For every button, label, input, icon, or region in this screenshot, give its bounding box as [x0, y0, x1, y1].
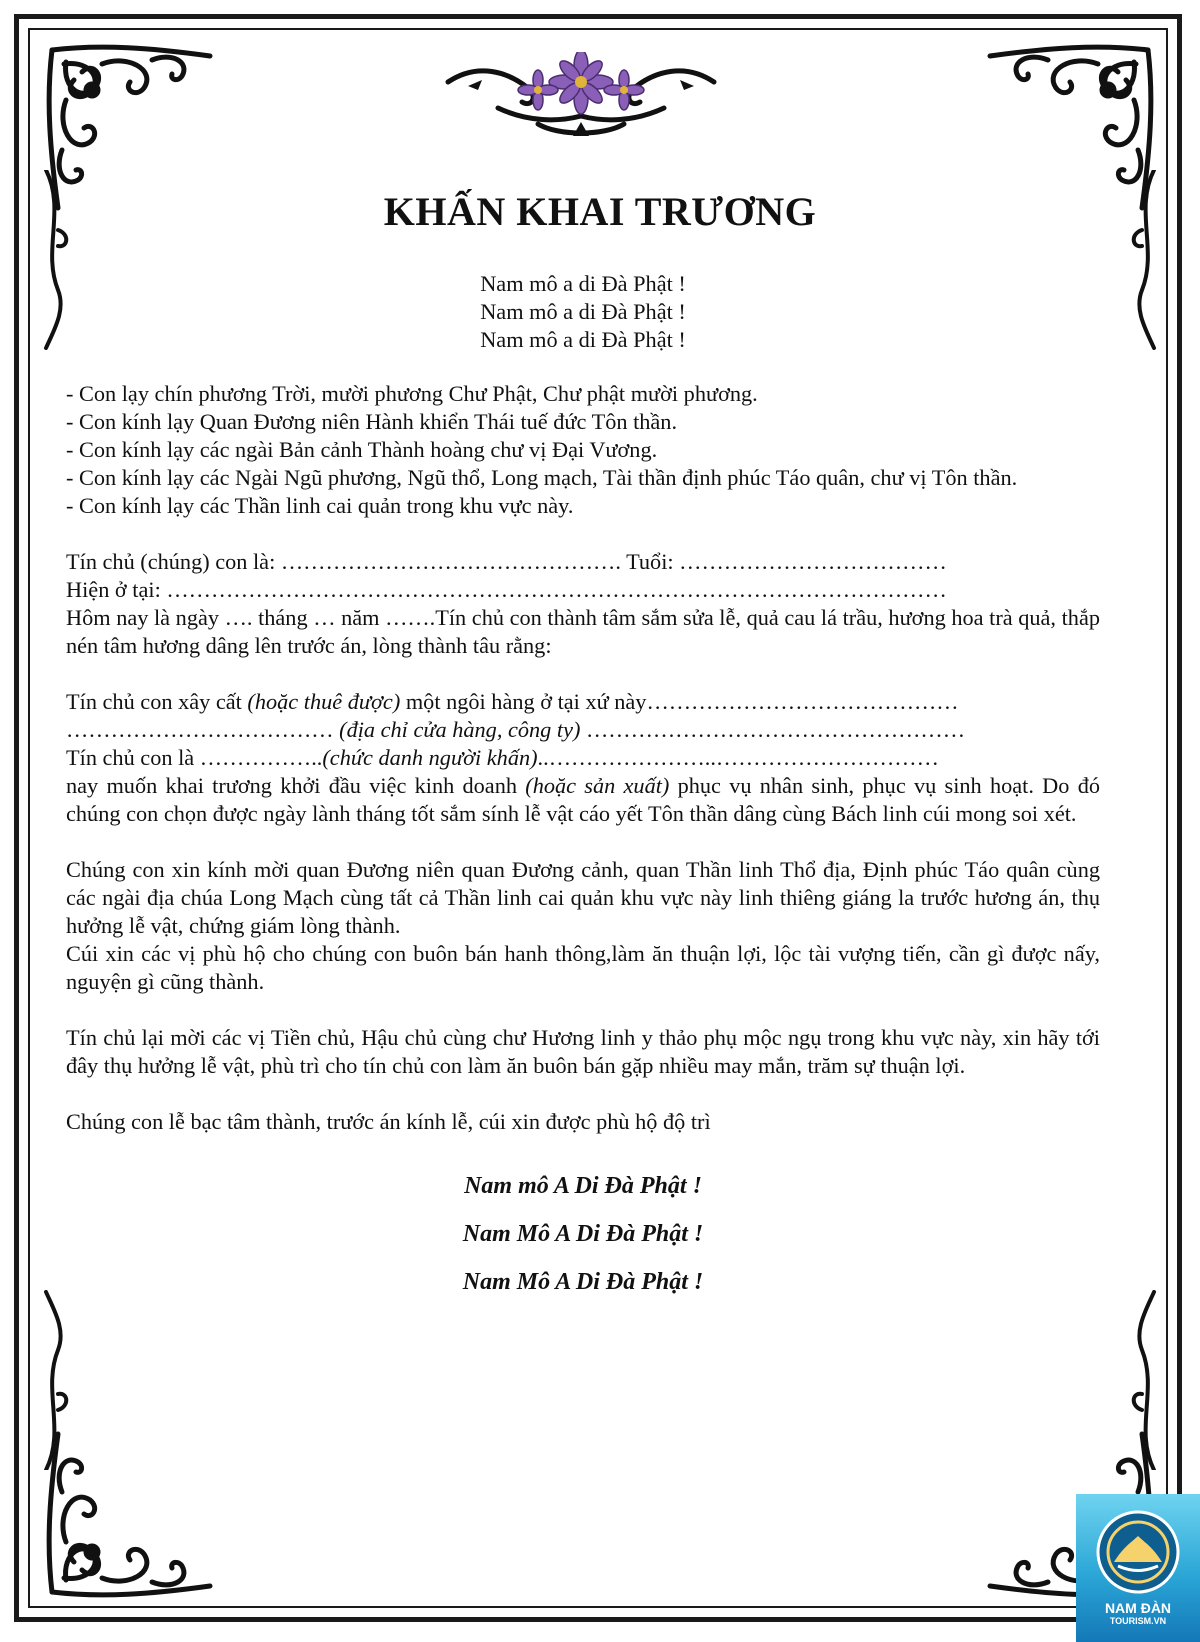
invocation-line: - Con kính lạy các Thần linh cai quản trong khu vực này.: [66, 493, 574, 518]
address-line: [66, 576, 1100, 604]
opening-prayer-line: Nam mô a di Đà Phật !: [480, 327, 686, 352]
shop-text: ………………………………: [66, 717, 340, 742]
closing-prayer: [66, 1162, 1100, 1306]
prayer-body: [66, 270, 1100, 1306]
logo-emblem-icon: [1092, 1506, 1184, 1598]
spirits-paragraph: Tín chủ lại mời các vị Tiền chủ, Hậu chủ cùng chư Hương linh y thảo phụ mộc ngụ trong khu vực này, xin hãy tới đây thụ hưởng lễ vật, phù trì cho tín chủ con làm ăn buôn bán gặp nhiều may mắn, trăm sự thuận lợi.: [66, 1025, 1100, 1078]
age-label: Tuổi:: [626, 549, 680, 574]
invocation-line: - Con kính lạy Quan Đương niên Hành khiển Thái tuế đức Tôn thần.: [66, 409, 678, 434]
invocation-line: - Con lạy chín phương Trời, mười phương Chư Phật, Chư phật mười phương.: [66, 381, 758, 406]
shop-text: ..…………………..…………………………: [537, 745, 939, 770]
purpose-paragraph: [66, 772, 1100, 828]
shop-italic-note: (hoặc sản xuất): [525, 773, 670, 798]
side-ornament-icon: [38, 1290, 74, 1470]
shop-text: một ngôi hàng ở tại xứ này……………………………………: [400, 689, 959, 714]
blessing-paragraph: Cúi xin các vị phù hộ cho chúng con buôn bán hanh thông,làm ăn thuận lợi, lộc tài vượng tiến, cần gì được nấy, nguyện gì cũng thành.: [66, 941, 1100, 994]
address-blank: ……………………………………………………………………………………………: [166, 577, 947, 602]
shop-address-line: [66, 716, 1100, 744]
opening-prayer: [66, 270, 1100, 354]
name-label: Tín chủ (chúng) con là:: [66, 549, 281, 574]
shop-text: nay muốn khai trương khởi đầu việc kinh doanh: [66, 773, 526, 798]
closing-prayer-line: Nam Mô A Di Đà Phật !: [462, 1221, 704, 1247]
page-title: KHẤN KHAI TRƯƠNG: [383, 189, 817, 234]
title-line: [66, 744, 1100, 772]
shop-italic-note: (chức danh người khấn): [322, 745, 538, 770]
invitation-paragraph: Chúng con xin kính mời quan Đương niên quan Đương cảnh, quan Thần linh Thổ địa, Định phúc Táo quân cùng các ngài địa chúa Long Mạch cùng tất cả Thần linh cai quản khu vực này linh thiêng giáng la trước hương án, thụ hưởng lễ vật, chứng giám lòng thành.: [66, 857, 1100, 938]
date-line: Hôm nay là ngày …. tháng … năm …….Tín chủ con thành tâm sắm sửa lễ, quả cau lá trầu, hương hoa trà quả, thắp nén tâm hương dâng lên trước án, lòng thành tâu rằng:: [66, 605, 1100, 658]
shop-block: [66, 688, 1100, 828]
invocation-line: - Con kính lạy các ngài Bản cảnh Thành hoàng chư vị Đại Vương.: [66, 437, 658, 462]
logo-subtitle: TOURISM.VN: [1109, 1616, 1167, 1626]
form-block: [66, 548, 1100, 660]
shop-italic-note: (địa chỉ cửa hàng, công ty): [339, 717, 581, 742]
flower-ornament-icon: [438, 52, 724, 142]
age-blank: ………………………………: [679, 549, 947, 574]
final-paragraph: Chúng con lễ bạc tâm thành, trước án kính lễ, cúi xin được phù hộ độ trì: [66, 1109, 711, 1134]
invocation-line: - Con kính lạy các Ngài Ngũ phương, Ngũ thổ, Long mạch, Tài thần định phúc Táo quân, chư vị Tôn thần.: [66, 465, 1018, 490]
address-label: Hiện ở tại:: [66, 577, 167, 602]
invocation-list: [66, 380, 1100, 520]
shop-text: phục vụ nhân sinh, phục vụ sinh hoạt. Do đó chúng con chọn được ngày lành tháng tốt sắm sính lễ vật cáo yết Tôn thần dâng cùng Bách linh cúi mong soi xét.: [66, 773, 1100, 826]
closing-prayer-line: Nam mô A Di Đà Phật !: [464, 1173, 702, 1199]
closing-prayer-line: Nam Mô A Di Đà Phật !: [462, 1269, 704, 1295]
opening-prayer-line: Nam mô a di Đà Phật !: [480, 299, 686, 324]
shop-italic-note: (hoặc thuê được): [247, 689, 401, 714]
opening-prayer-line: Nam mô a di Đà Phật !: [480, 271, 686, 296]
shop-text: ……………………………………………: [580, 717, 966, 742]
watermark-logo: [1076, 1494, 1200, 1642]
side-ornament-icon: [1126, 1290, 1162, 1470]
shop-text: Tín chủ con xây cất: [66, 689, 248, 714]
shop-line: [66, 688, 1100, 716]
shop-text: Tín chủ con là ……………..: [66, 745, 323, 770]
name-age-line: [66, 548, 1100, 576]
name-blank: ……………………………………….: [280, 549, 627, 574]
logo-name: NAM ĐÀN: [1104, 1600, 1172, 1616]
